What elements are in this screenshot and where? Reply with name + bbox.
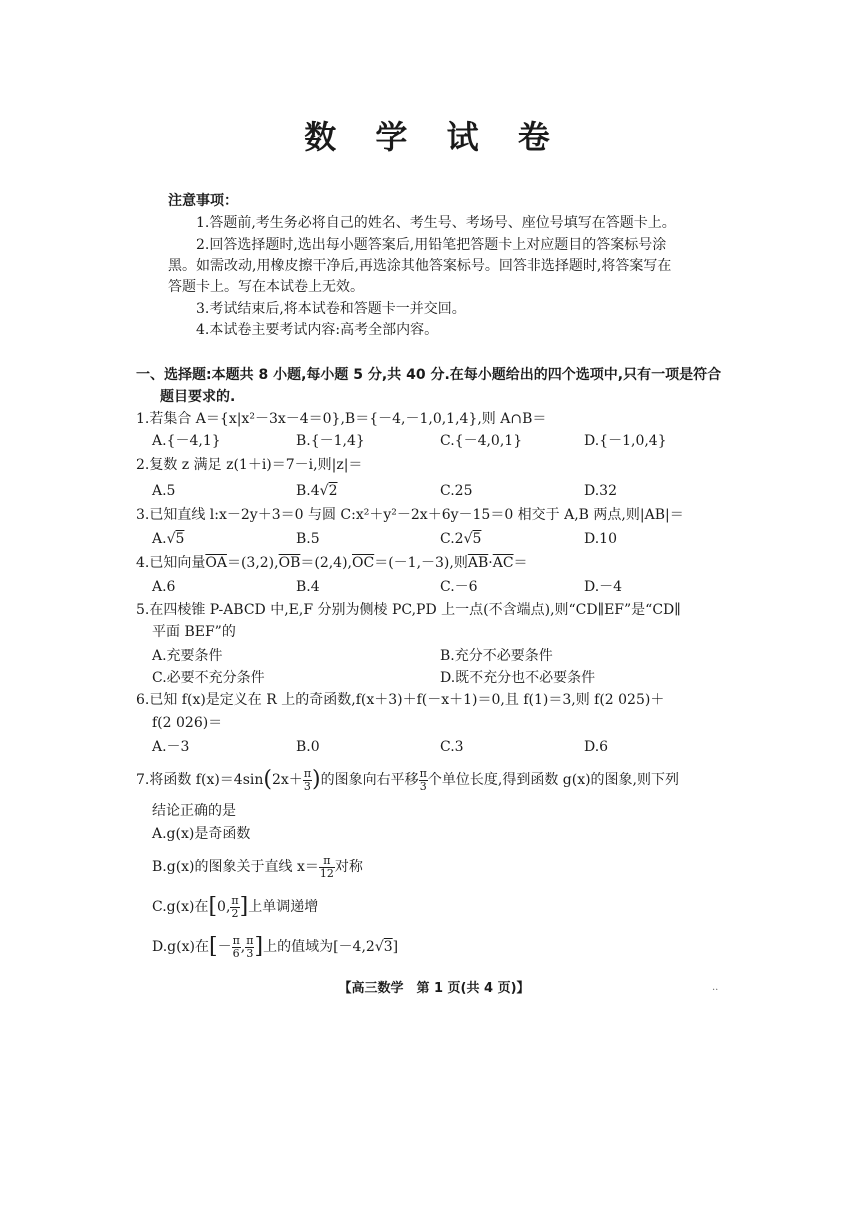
corner-mark: .. <box>712 982 719 993</box>
option-d: D.g(x)在[－ $\frac{\pi}{6}$ , $\frac{\pi}{3}$ ]上的值域为[－4,2√3] <box>152 933 399 960</box>
notice-item: 2.回答选择题时,选出每小题答案后,用铅笔把答题卡上对应题目的答案标号涂 <box>196 237 667 253</box>
question-6-options <box>0 737 868 757</box>
vector-oc: $\overline{OC}$ <box>352 555 375 571</box>
question-5-stem-cont: 平面 BEF”的 <box>152 624 236 640</box>
vector-ab: $\overline{AB}$ <box>467 555 489 571</box>
page-title: 数 学 试 卷 <box>304 118 564 156</box>
option-d: D.{－1,0,4} <box>584 433 667 449</box>
option-d: D.既不充分也不必要条件 <box>440 670 596 686</box>
option-a: A.充要条件 <box>152 648 223 664</box>
notice-item: 4.本试卷主要考试内容:高考全部内容。 <box>196 322 439 338</box>
option-c: C.必要不充分条件 <box>152 670 265 686</box>
question-2-stem: 2.复数 z 满足 z(1＋i)＝7－i,则|z|＝ <box>136 457 363 473</box>
question-4-options <box>0 577 868 597</box>
option-b: B.0 <box>296 739 320 755</box>
question-6-stem: 6.已知 f(x)是定义在 R 上的奇函数,f(x＋3)＋f(－x＋1)＝0,且 f(1)＝3,则 f(2 025)＋ <box>136 692 665 708</box>
notice-heading: 注意事项： <box>168 193 238 209</box>
option-b: B.4 <box>296 579 320 595</box>
question-3-stem: 3.已知直线 l:x－2y＋3＝0 与圆 C:x²＋y²－2x＋6y－15＝0 相交于 A,B 两点,则|AB|＝ <box>136 507 684 523</box>
question-4-stem: 4.已知向量$\overline{OA}=(3,2),\overline{OB}=(2,4),\overline{OC}=(-1,-3)$,则$\overline{AB}\cdot\overline{AC}=$ <box>136 555 528 571</box>
option-a: A.g(x)是奇函数 <box>152 826 251 842</box>
notice-item: 1.答题前,考生务必将自己的姓名、考生号、考场号、座位号填写在答题卡上。 <box>196 215 676 231</box>
notice-item: 答题卡上。写在本试卷上无效。 <box>168 279 364 295</box>
option-c: C.－6 <box>440 579 478 595</box>
option-a: A.5 <box>152 483 176 499</box>
option-d: D.10 <box>584 531 617 547</box>
question-6-stem-cont: f(2 026)＝ <box>152 715 223 731</box>
option-a: A.{－4,1} <box>152 433 221 449</box>
option-d: D.－4 <box>584 579 623 595</box>
vector-ob: $\overline{OB}$ <box>278 555 301 571</box>
option-c: C.2√5 <box>440 531 482 547</box>
option-b: B.4√2 <box>296 483 338 499</box>
question-1-options <box>0 431 868 451</box>
question-5-stem: 5.在四棱锥 P-ABCD 中,E,F 分别为侧棱 PC,PD 上一点(不含端点),则“CD∥EF”是“CD∥ <box>136 602 681 618</box>
option-a: A.6 <box>152 579 176 595</box>
option-b: B.g(x)的图象关于直线 x＝ $\frac{\pi}{12}$ 对称 <box>152 853 363 880</box>
notice-item: 黑。如需改动,用橡皮擦干净后,再选涂其他答案标号。回答非选择题时,将答案写在 <box>168 258 672 274</box>
option-c: C.25 <box>440 483 473 499</box>
option-a: A.－3 <box>152 739 190 755</box>
option-d: D.32 <box>584 483 617 499</box>
option-b: B.{－1,4} <box>296 433 365 449</box>
section-heading-cont: 题目要求的. <box>160 389 236 405</box>
question-7-stem-cont: 结论正确的是 <box>152 803 236 819</box>
question-2-options <box>0 481 868 501</box>
vector-ac: $\overline{AC}$ <box>492 555 514 571</box>
option-d: D.6 <box>584 739 609 755</box>
section-heading: 一、选择题:本题共 8 小题,每小题 5 分,共 40 分.在每小题给出的四个选项中,只有一项是符合 <box>136 367 722 383</box>
option-c: C.3 <box>440 739 464 755</box>
option-a: A.√5 <box>152 531 185 547</box>
vector-oa: $\overline{OA}$ <box>205 555 227 571</box>
notice-item: 3.考试结束后,将本试卷和答题卡一并交回。 <box>196 301 466 317</box>
option-c: C.{－4,0,1} <box>440 433 523 449</box>
option-b: B.充分不必要条件 <box>440 648 553 664</box>
question-3-options <box>0 529 868 549</box>
question-1-stem: 1.若集合 A＝{x|x²－3x－4＝0},B＝{－4,－1,0,1,4},则 A∩B＝ <box>136 411 547 427</box>
option-b: B.5 <box>296 531 320 547</box>
question-7-stem: 7.将函数 f(x)＝4sin(2x＋ $\frac{\pi}{3}$ )的图象向右平移 $\frac{\pi}{3}$ 个单位长度,得到函数 g(x)的图象,则下列 <box>136 766 680 793</box>
option-c: C.g(x)在[0, $\frac{\pi}{2}$ ]上单调递增 <box>152 893 319 920</box>
page-footer: 【高三数学 第 1 页(共 4 页)】 <box>338 981 530 996</box>
